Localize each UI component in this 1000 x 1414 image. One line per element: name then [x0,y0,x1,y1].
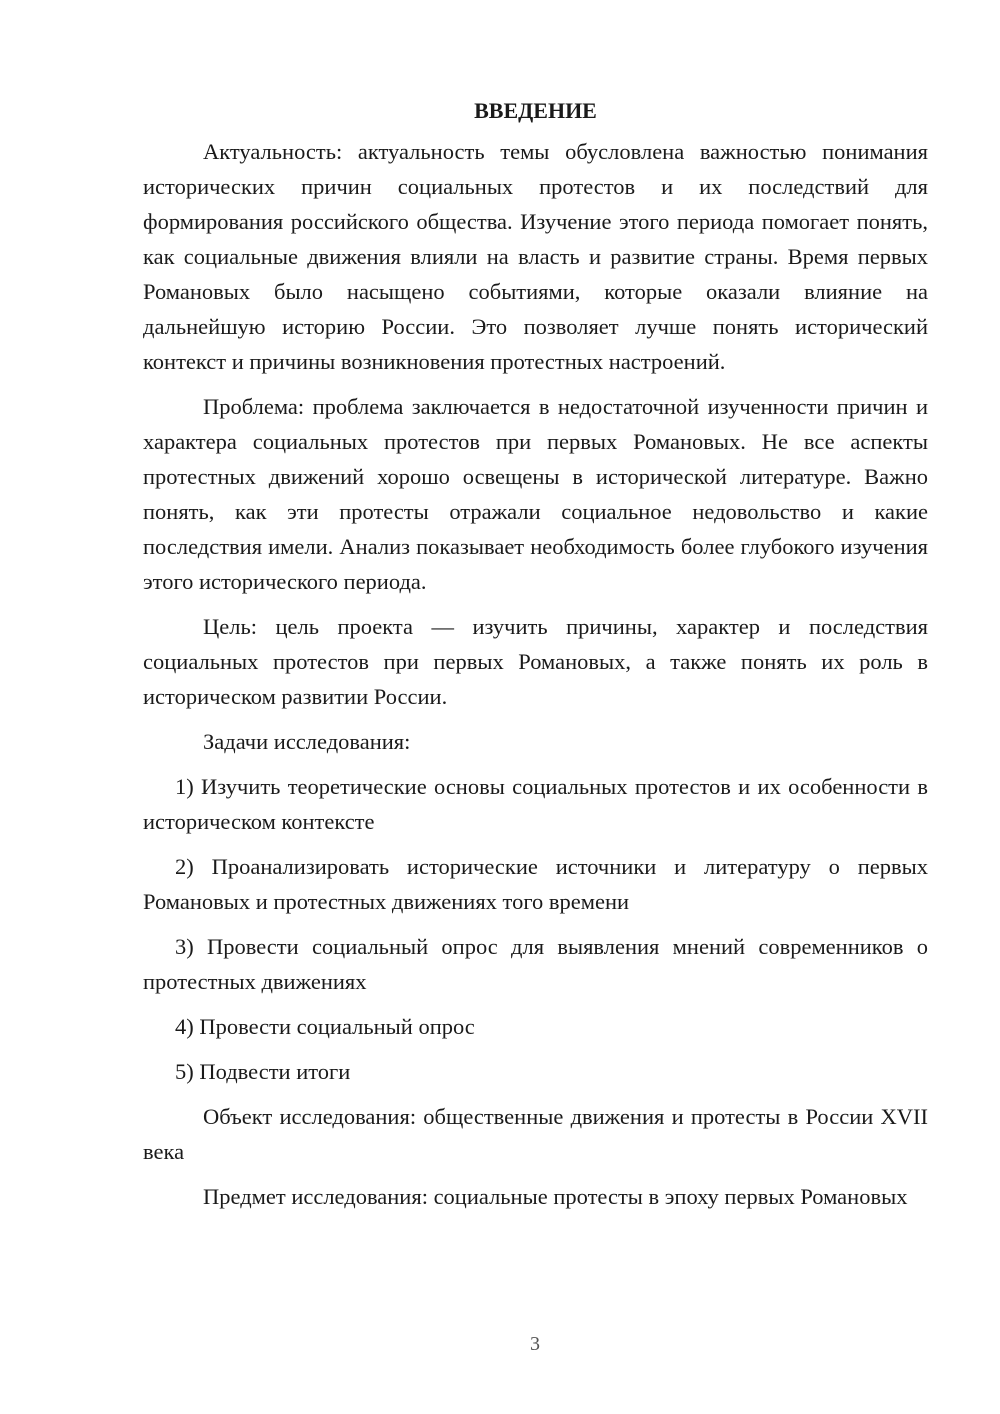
page-title: ВВЕДЕНИЕ [474,98,597,123]
task-item-1: 1) Изучить теоретические основы социальных протестов и их особенности в историческом контексте [143,774,928,834]
research-subject-paragraph: Предмет исследования: социальные протесты в эпоху первых Романовых [203,1184,908,1209]
relevance-paragraph: Актуальность: актуальность темы обусловлена важностью понимания исторических причин социальных протестов и их последствий для формирования российского общества. Изучение этого периода помогает понять, как социальные движения влияли на власть и развитие страны. Время первых Романовых было насыщено событиями, которые оказали влияние на дальнейшую историю России. Это позволяет лучше понять исторический контекст и причины возникновения протестных настроений. [143,139,928,374]
problem-paragraph: Проблема: проблема заключается в недостаточной изученности причин и характера социальных протестов при первых Романовых. Не все аспекты протестных движений хорошо освещены в исторической литературе. Важно понять, как эти протесты отражали социальное недовольство и какие последствия имели. Анализ показывает необходимость более глубокого изучения этого исторического периода. [143,394,928,594]
task-item-4: 4) Провести социальный опрос [175,1014,475,1039]
research-object-paragraph: Объект исследования: общественные движения и протесты в России XVII века [143,1104,928,1164]
tasks-heading: Задачи исследования: [203,729,411,754]
task-item-2: 2) Проанализировать исторические источники и литературу о первых Романовых и протестных движениях того времени [143,854,928,914]
task-item-5: 5) Подвести итоги [175,1059,351,1084]
task-item-3: 3) Провести социальный опрос для выявления мнений современников о протестных движениях [143,934,928,994]
goal-paragraph: Цель: цель проекта — изучить причины, характер и последствия социальных протестов при первых Романовых, а также понять их роль в историческом развитии России. [143,614,928,709]
page-number: 3 [530,1333,540,1355]
document-page [143,96,928,1224]
